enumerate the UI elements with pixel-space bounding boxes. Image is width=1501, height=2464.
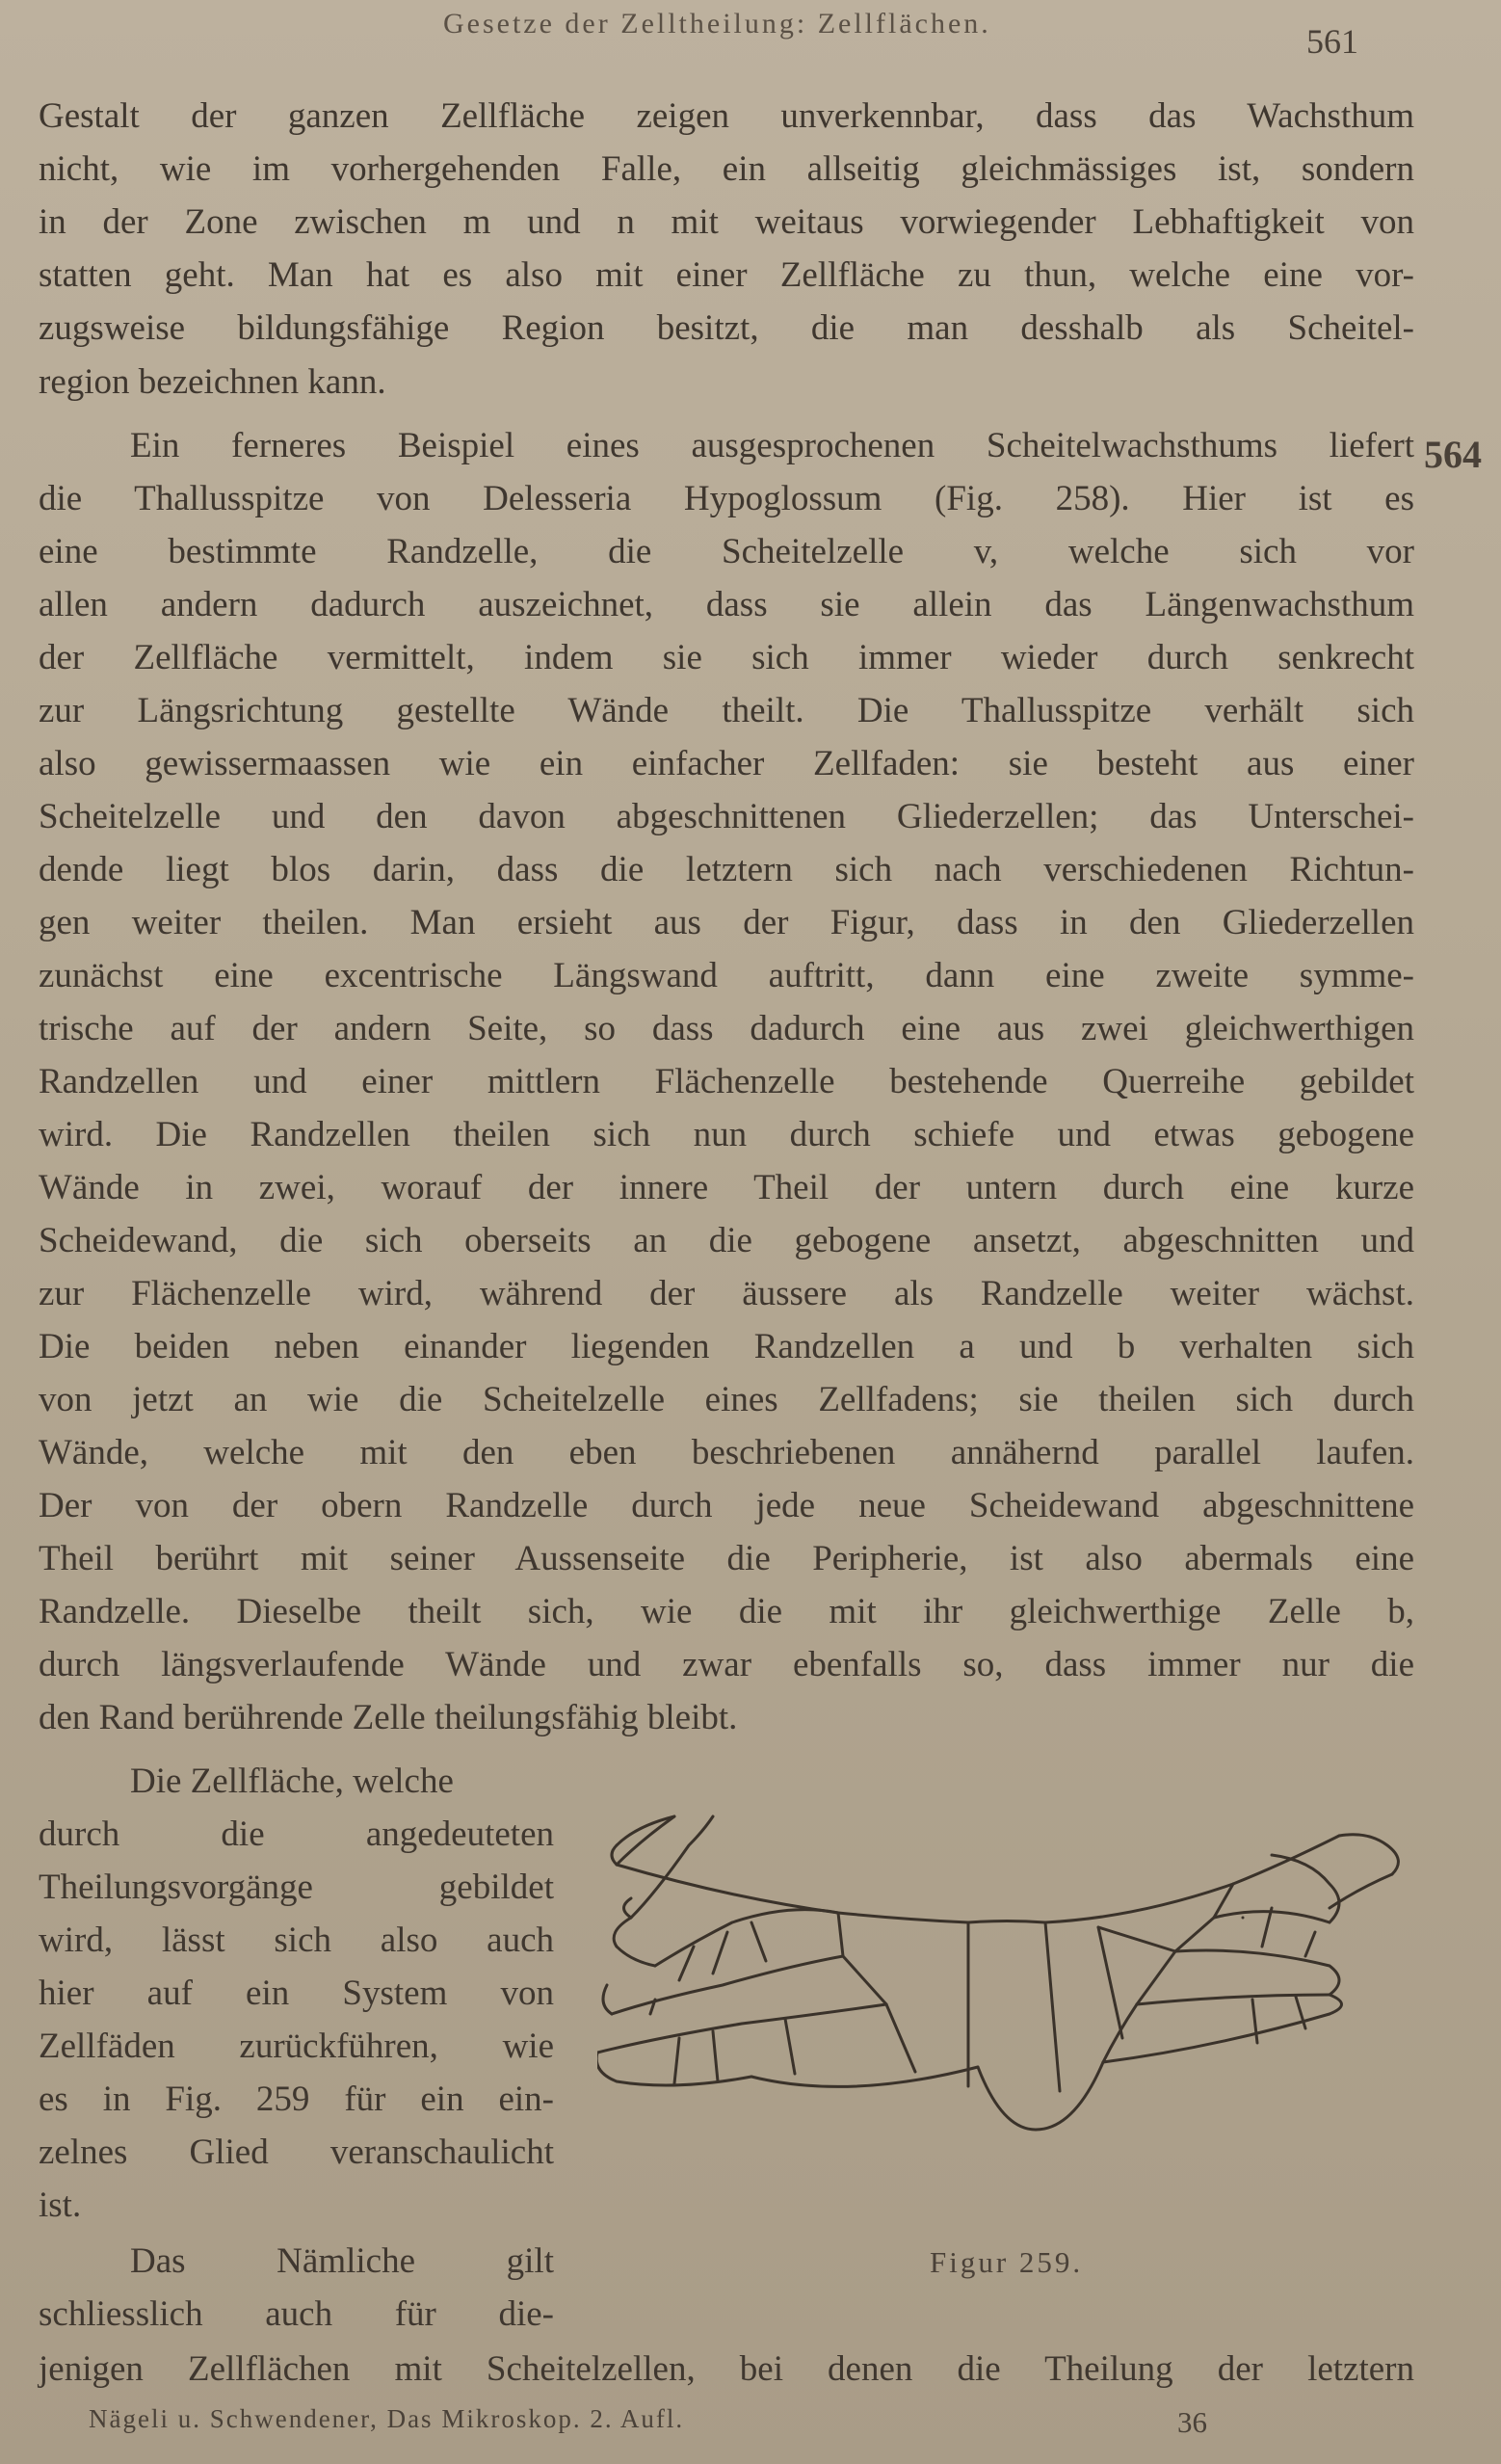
text-line: allen andern dadurch auszeichnet, dass sie allein das Längenwachsthum [39, 585, 1414, 624]
text-line: Randzellen und einer mittlern Flächenzelle bestehende Querreihe gebildet [39, 1062, 1414, 1101]
text-line: Theilungsvorgänge gebildet [39, 1868, 554, 1907]
text-line: zunächst eine excentrische Längswand auftritt, dann eine zweite symme- [39, 956, 1414, 995]
text-line: Ein ferneres Beispiel eines ausgesprochenen Scheitelwachsthums liefert [130, 426, 1414, 465]
text-line: dende liegt blos darin, dass die letztern sich nach verschiedenen Richtun- [39, 850, 1414, 889]
text-line: Theil berührt mit seiner Aussenseite die Peripherie, ist also abermals eine [39, 1539, 1414, 1578]
margin-number: 564 [1424, 433, 1482, 476]
text-line: Gestalt der ganzen Zellfläche zeigen unverkennbar, dass das Wachsthum [39, 96, 1414, 136]
text-line: zur Längsrichtung gestellte Wände theilt. Die Thallusspitze verhält sich [39, 691, 1414, 730]
text-line: schliesslich auch für die- [39, 2294, 554, 2334]
text-line: gen weiter theilen. Man ersieht aus der Figur, dass in den Gliederzellen [39, 903, 1414, 942]
text-line: zur Flächenzelle wird, während der äussere als Randzelle weiter wächst. [39, 1274, 1414, 1313]
text-line: Der von der obern Randzelle durch jede neue Scheidewand abgeschnittene [39, 1486, 1414, 1525]
text-line: von jetzt an wie die Scheitelzelle eines Zellfadens; sie theilen sich durch [39, 1380, 1414, 1419]
text-line: jenigen Zellflächen mit Scheitelzellen, bei denen die Theilung der letztern [39, 2349, 1414, 2389]
text-line: Wände, welche mit den eben beschriebenen annähernd parallel laufen. [39, 1433, 1414, 1472]
text-line: nicht, wie im vorhergehenden Falle, ein allseitig gleichmässiges ist, sondern [39, 149, 1414, 189]
text-line: Zellfäden zurückführen, wie [39, 2027, 554, 2066]
text-line: in der Zone zwischen m und n mit weitaus vorwiegender Lebhaftigkeit von [39, 202, 1414, 242]
text-line: Die beiden neben einander liegenden Randzellen a und b verhalten sich [39, 1327, 1414, 1366]
text-line: Scheitelzelle und den davon abgeschnittenen Gliederzellen; das Unterschei- [39, 797, 1414, 836]
text-line: also gewissermaassen wie ein einfacher Zellfaden: sie besteht aus einer [39, 744, 1414, 783]
text-line: den Rand berührende Zelle theilungsfähig bleibt. [39, 1698, 738, 1737]
text-line: wird, lässt sich also auch [39, 1921, 554, 1960]
text-line: trische auf der andern Seite, so dass dadurch eine aus zwei gleichwerthigen [39, 1009, 1414, 1048]
cell-surface-drawing [597, 1812, 1426, 2216]
text-line: Das Nämliche gilt [130, 2241, 554, 2281]
footer-signature-line: Nägeli u. Schwendener, Das Mikroskop. 2. Aufl. [89, 2404, 685, 2433]
text-line: statten geht. Man hat es also mit einer Zellfläche zu thun, welche eine vor- [39, 255, 1414, 295]
text-line: Die Zellfläche, welche [130, 1762, 454, 1801]
text-line: region bezeichnen kann. [39, 362, 386, 402]
text-line: durch längsverlaufende Wände und zwar ebenfalls so, dass immer nur die [39, 1645, 1414, 1684]
text-line: Scheidewand, die sich oberseits an die gebogene ansetzt, abgeschnitten und [39, 1221, 1414, 1260]
text-line: Wände in zwei, worauf der innere Theil der untern durch eine kurze [39, 1168, 1414, 1207]
text-line: ist. [39, 2186, 82, 2225]
figure-259 [597, 1812, 1426, 2216]
text-line: der Zellfläche vermittelt, indem sie sich immer wieder durch senkrecht [39, 638, 1414, 677]
text-line: es in Fig. 259 für ein ein- [39, 2080, 554, 2119]
footer-signature-mark: 36 [1177, 2405, 1207, 2439]
text-line: zelnes Glied veranschaulicht [39, 2133, 554, 2172]
text-line: zugsweise bildungsfähige Region besitzt, die man desshalb als Scheitel- [39, 308, 1414, 348]
text-line: hier auf ein System von [39, 1974, 554, 2013]
text-line: die Thallusspitze von Delesseria Hypoglossum (Fig. 258). Hier ist es [39, 479, 1414, 518]
text-line: durch die angedeuteten [39, 1815, 554, 1854]
figure-caption: Figur 259. [930, 2245, 1084, 2279]
text-line: eine bestimmte Randzelle, die Scheitelzelle v, welche sich vor [39, 532, 1414, 571]
page-number: 561 [1306, 22, 1358, 61]
text-line: Randzelle. Dieselbe theilt sich, wie die mit ihr gleichwerthige Zelle b, [39, 1592, 1414, 1631]
running-head: Gesetze der Zelltheilung: Zellflächen. [443, 8, 991, 40]
text-line: wird. Die Randzellen theilen sich nun durch schiefe und etwas gebogene [39, 1115, 1414, 1154]
